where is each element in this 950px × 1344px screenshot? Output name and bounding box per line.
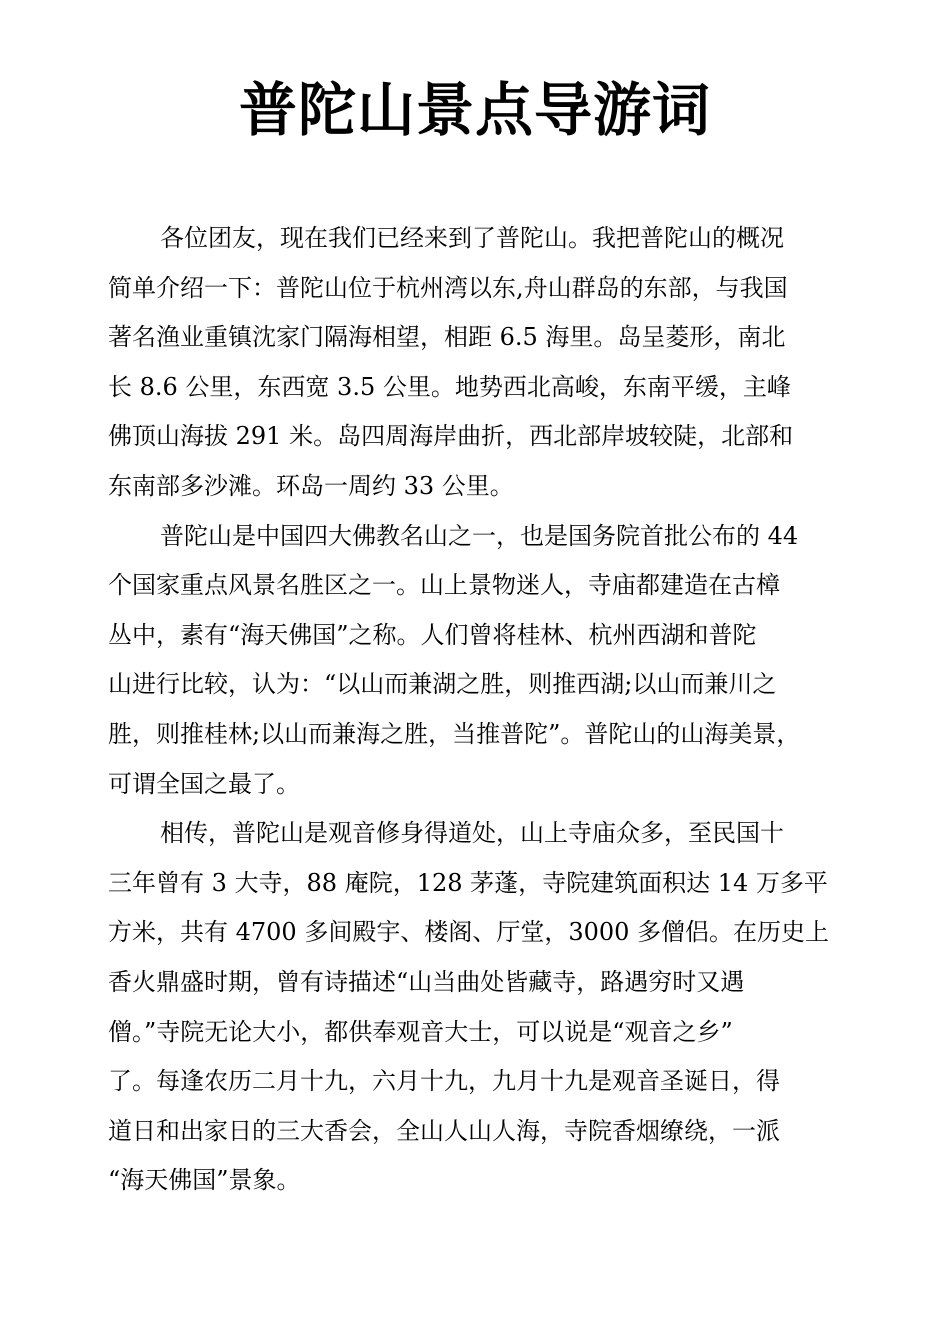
paragraph-line: 丛中，素有“海天佛国”之称。人们曾将桂林、杭州西湖和普陀: [108, 620, 757, 649]
paragraph-line: 了。每逢农历二月十九，六月十九，九月十九是观音圣诞日，得: [108, 1067, 780, 1096]
paragraph-line: 僧。”寺院无论大小，都供奉观音大士，可以说是“观音之乡”: [108, 1017, 733, 1046]
paragraph-line: 相传，普陀山是观音修身得道处，山上寺庙众多，至民国十: [160, 819, 784, 848]
document-title: 普陀山景点导游词: [238, 76, 711, 144]
paragraph-line: 山进行比较，认为：“以山而兼湖之胜，则推西湖;以山而兼川之: [108, 670, 777, 699]
paragraph-line: 三年曾有 3 大寺，88 庵院，128 茅蓬，寺院建筑面积达 14 万多平: [108, 868, 828, 897]
paragraph-line: “海天佛国”景象。: [108, 1166, 301, 1195]
paragraph-line: 长 8.6 公里，东西宽 3.5 公里。地势西北高峻，东南平缓，主峰: [108, 372, 791, 401]
paragraph-line: 道日和出家日的三大香会，全山人山人海，寺院香烟缭绕，一派: [108, 1116, 780, 1145]
paragraph-line: 东南部多沙滩。环岛一周约 33 公里。: [108, 471, 514, 500]
document-body: [108, 214, 853, 1206]
paragraph-line: 胜，则推桂林;以山而兼海之胜，当推普陀”。普陀山的山海美景，: [108, 719, 801, 748]
paragraph-line: 著名渔业重镇沈家门隔海相望，相距 6.5 海里。岛呈菱形，南北: [108, 323, 786, 352]
paragraph-line: 方米，共有 4700 多间殿宇、楼阁、厅堂，3000 多僧侣。在历史上: [108, 918, 830, 947]
paragraph-line: 各位团友，现在我们已经来到了普陀山。我把普陀山的概况: [160, 224, 784, 252]
paragraph-2: [108, 512, 853, 810]
paragraph-line: 可谓全国之最了。: [108, 769, 300, 798]
paragraph-3: [108, 809, 853, 1206]
paragraph-1: [108, 214, 853, 512]
paragraph-line: 香火鼎盛时期，曾有诗描述“山当曲处皆藏寺，路遇穷时又遇: [108, 967, 745, 996]
paragraph-line: 普陀山是中国四大佛教名山之一，也是国务院首批公布的 44: [160, 521, 799, 550]
paragraph-line: 佛顶山海拔 291 米。岛四周海岸曲折，西北部岸坡较陡，北部和: [108, 422, 794, 451]
paragraph-line: 简单介绍一下：普陀山位于杭州湾以东,舟山群岛的东部，与我国: [108, 273, 788, 302]
paragraph-line: 个国家重点风景名胜区之一。山上景物迷人，寺庙都建造在古樟: [108, 571, 780, 600]
